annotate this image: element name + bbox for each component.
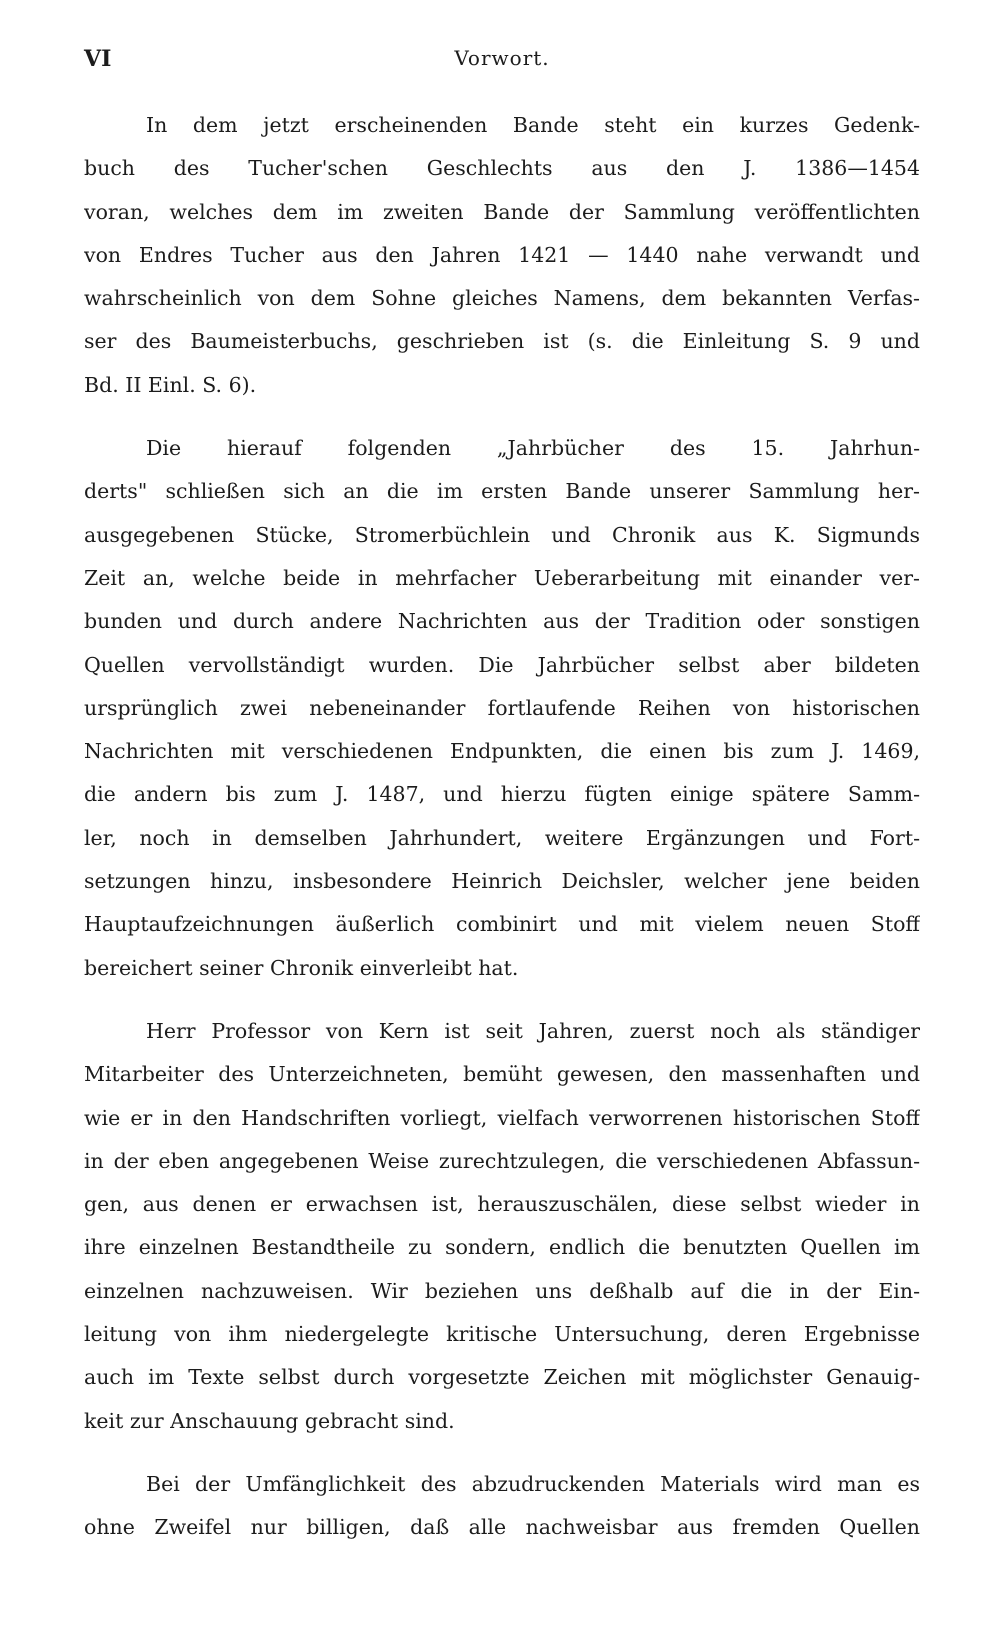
text-line: bunden und durch andere Nachrichten aus der Tradition oder sonstigen (84, 609, 920, 634)
text-line: ler, noch in demselben Jahrhundert, weitere Ergänzungen und Fort- (84, 825, 920, 850)
text-line: auch im Texte selbst durch vorgesetzte Zeichen mit möglichster Genauig- (84, 1365, 920, 1390)
text-line: Quellen vervollständigt wurden. Die Jahrbücher selbst aber bildeten (84, 652, 920, 677)
text-line: Zeit an, welche beide in mehrfacher Ueberarbeitung mit einander ver- (84, 565, 920, 590)
text-line: Hauptaufzeichnungen äußerlich combinirt und mit vielem neuen Stoff (84, 912, 920, 937)
text-line: von Endres Tucher aus den Jahren 1421 — 1440 nahe verwandt und (84, 242, 920, 267)
text-line: voran, welches dem im zweiten Bande der Sammlung veröffentlichten (84, 199, 920, 224)
text-line: derts" schließen sich an die im ersten Bande unserer Sammlung her- (84, 479, 920, 504)
text-line: ursprünglich zwei nebeneinander fortlaufende Reihen von historischen (84, 695, 920, 720)
running-header (84, 46, 920, 76)
text-line: Bd. II Einl. S. 6). (84, 372, 257, 397)
text-line: ausgegebenen Stücke, Stromerbüchlein und Chronik aus K. Sigmunds (84, 522, 920, 547)
text-line: wie er in den Handschriften vorliegt, vielfach verworrenen historischen Stoff (84, 1105, 920, 1130)
text-line: ohne Zweifel nur billigen, daß alle nachweisbar aus fremden Quellen (84, 1515, 920, 1540)
text-line: leitung von ihm niedergelegte kritische Untersuchung, deren Ergebnisse (84, 1322, 920, 1347)
text-line: Nachrichten mit verschiedenen Endpunkten, die einen bis zum J. 1469, (84, 739, 920, 764)
text-line: buch des Tucher'schen Geschlechts aus den J. 1386—1454 (84, 156, 920, 181)
text-line: gen, aus denen er erwachsen ist, herauszuschälen, diese selbst wieder in (84, 1192, 920, 1217)
running-title: Vorwort. (454, 46, 550, 70)
paragraph-4 (84, 1463, 920, 1550)
text-line: wahrscheinlich von dem Sohne gleiches Namens, dem bekannten Verfas- (84, 286, 920, 311)
text-line: Bei der Umfänglichkeit des abzudruckenden Materials wird man es (146, 1471, 920, 1496)
text-line: in der eben angegebenen Weise zurechtzulegen, die verschiedenen Abfassun- (84, 1148, 920, 1173)
text-line: Die hierauf folgenden „Jahrbücher des 15. Jahrhun- (146, 436, 920, 461)
page-number: VI (84, 46, 112, 72)
text-line: einzelnen nachzuweisen. Wir beziehen uns deßhalb auf die in der Ein- (84, 1278, 920, 1303)
text-line: bereichert seiner Chronik einverleibt hat. (84, 955, 519, 980)
text-line: ser des Baumeisterbuchs, geschrieben ist (s. die Einleitung S. 9 und (84, 329, 920, 354)
text-line: Mitarbeiter des Unterzeichneten, bemüht gewesen, den massenhaften und (84, 1062, 920, 1087)
paragraph-2 (84, 427, 920, 990)
text-line: Herr Professor von Kern ist seit Jahren, zuerst noch als ständiger (146, 1018, 920, 1043)
text-line: keit zur Anschauung gebracht sind. (84, 1408, 455, 1433)
paragraph-3 (84, 1010, 920, 1443)
text-line: ihre einzelnen Bestandtheile zu sondern, endlich die benutzten Quellen im (84, 1235, 920, 1260)
body-text (84, 104, 920, 1550)
text-line: In dem jetzt erscheinenden Bande steht ein kurzes Gedenk- (146, 113, 920, 137)
text-line: die andern bis zum J. 1487, und hierzu fügten einige spätere Samm- (84, 782, 920, 807)
text-line: setzungen hinzu, insbesondere Heinrich Deichsler, welcher jene beiden (84, 869, 920, 894)
paragraph-1 (84, 104, 920, 407)
